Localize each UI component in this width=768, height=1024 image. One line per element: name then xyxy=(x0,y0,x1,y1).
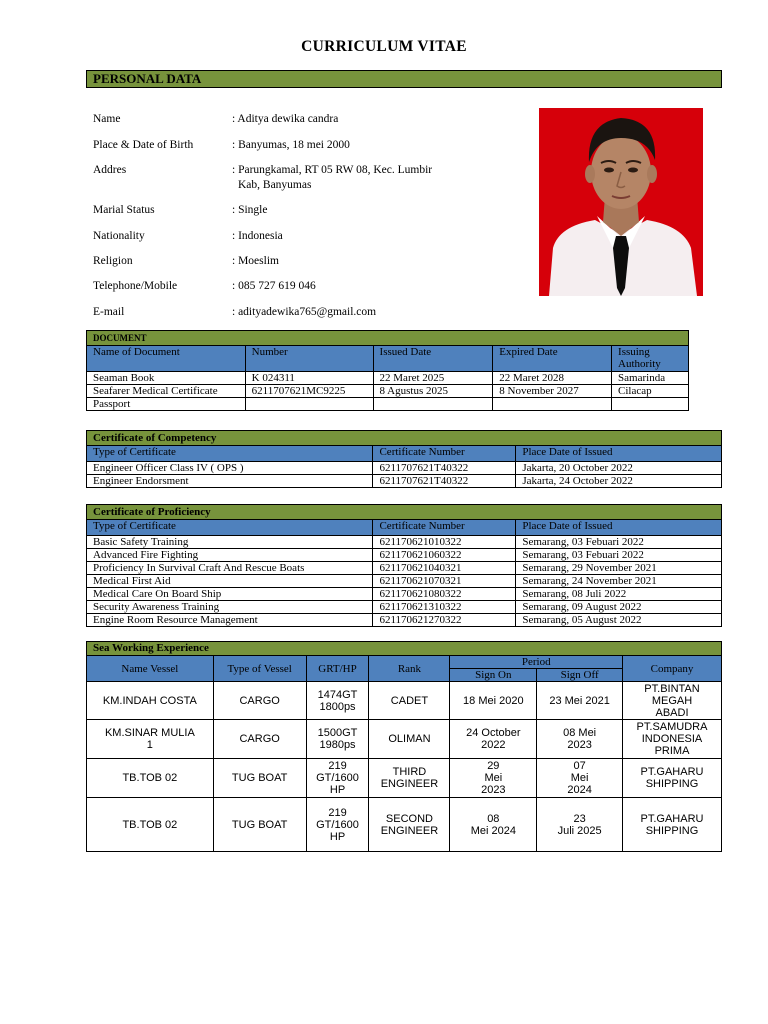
table-cell: TUG BOAT xyxy=(213,798,306,852)
table-cell: 621170621080322 xyxy=(373,588,516,601)
table-cell: Semarang, 09 August 2022 xyxy=(516,601,722,614)
table-cell: 07 Mei 2024 xyxy=(537,759,623,798)
table-row xyxy=(87,601,722,614)
nationality-label: Nationality xyxy=(93,230,145,242)
table-cell: 6211707621T40322 xyxy=(373,475,516,488)
profile-photo xyxy=(539,108,703,296)
table-cell: TB.TOB 02 xyxy=(87,759,214,798)
table-row xyxy=(87,614,722,627)
table-cell: 219 GT/1600 HP xyxy=(306,798,369,852)
religion-value: : Moeslim xyxy=(232,255,279,267)
table-cell: KM.SINAR MULIA 1 xyxy=(87,720,214,759)
table-cell: THIRD ENGINEER xyxy=(369,759,450,798)
table-header: Issued Date xyxy=(373,346,493,372)
table-cell: Jakarta, 24 October 2022 xyxy=(516,475,722,488)
table-header: Place Date of Issued xyxy=(516,446,722,462)
table-cell: 22 Maret 2025 xyxy=(373,372,493,385)
table-header: Type of Certificate xyxy=(87,520,373,536)
table-row xyxy=(87,475,722,488)
table-cell xyxy=(493,398,612,411)
table-cell: Engineer Officer Class IV ( OPS ) xyxy=(87,462,373,475)
table-cell: 621170621070321 xyxy=(373,575,516,588)
table-cell: 08 Mei 2023 xyxy=(537,720,623,759)
table-header: Issuing Authority xyxy=(612,346,689,372)
address-value: : Parungkamal, RT 05 RW 08, Kec. Lumbir xyxy=(232,164,433,176)
table-cell: KM.INDAH COSTA xyxy=(87,682,214,720)
table-cell xyxy=(373,398,493,411)
table-cell: CARGO xyxy=(213,682,306,720)
table-row xyxy=(87,385,689,398)
table-row xyxy=(87,575,722,588)
table-row xyxy=(87,562,722,575)
table-header: Number xyxy=(245,346,373,372)
competency-section-header: Certificate of Competency xyxy=(87,431,722,446)
table-cell: 29 Mei 2023 xyxy=(450,759,537,798)
table-cell: PT.SAMUDRA INDONESIA PRIMA xyxy=(623,720,722,759)
table-row xyxy=(87,398,689,411)
table-cell: Passport xyxy=(87,398,246,411)
telephone-value: : 085 727 619 046 xyxy=(232,280,316,292)
table-header: Rank xyxy=(369,656,450,682)
table-cell: Seaman Book xyxy=(87,372,246,385)
table-cell: Semarang, 29 November 2021 xyxy=(516,562,722,575)
table-cell: 1500GT 1980ps xyxy=(306,720,369,759)
table-header: Certificate Number xyxy=(373,446,516,462)
table-cell: Semarang, 24 November 2021 xyxy=(516,575,722,588)
telephone-label: Telephone/Mobile xyxy=(93,280,178,292)
table-cell: Security Awareness Training xyxy=(87,601,373,614)
table-cell: 6211707621T40322 xyxy=(373,462,516,475)
table-cell: Basic Safety Training xyxy=(87,536,373,549)
table-cell: Medical First Aid xyxy=(87,575,373,588)
table-cell: Medical Care On Board Ship xyxy=(87,588,373,601)
table-cell: OLIMAN xyxy=(369,720,450,759)
table-cell: Cilacap xyxy=(612,385,689,398)
name-label: Name xyxy=(93,113,121,125)
table-cell: Proficiency In Survival Craft And Rescue Boats xyxy=(87,562,373,575)
table-cell: SECOND ENGINEER xyxy=(369,798,450,852)
table-cell: 6211707621MC9225 xyxy=(245,385,373,398)
table-row xyxy=(87,536,722,549)
table-cell: CARGO xyxy=(213,720,306,759)
table-cell: 8 Agustus 2025 xyxy=(373,385,493,398)
table-cell: Engine Room Resource Management xyxy=(87,614,373,627)
table-row xyxy=(87,549,722,562)
table-header: Certificate Number xyxy=(373,520,516,536)
table-row xyxy=(87,462,722,475)
name-value: : Aditya dewika candra xyxy=(232,113,339,125)
table-header: Period xyxy=(450,656,623,669)
table-row xyxy=(87,588,722,601)
table-cell: 219 GT/1600 HP xyxy=(306,759,369,798)
table-row xyxy=(87,759,722,798)
marital-status-value: : Single xyxy=(232,204,268,216)
table-cell: 621170621060322 xyxy=(373,549,516,562)
table-cell: Semarang, 08 Juli 2022 xyxy=(516,588,722,601)
table-cell: 1474GT 1800ps xyxy=(306,682,369,720)
table-cell: PT.BINTAN MEGAH ABADI xyxy=(623,682,722,720)
religion-label: Religion xyxy=(93,255,133,267)
table-row xyxy=(87,798,722,852)
proficiency-table xyxy=(86,504,722,627)
competency-table xyxy=(86,430,722,488)
table-cell: Engineer Endorsment xyxy=(87,475,373,488)
table-cell: 24 October 2022 xyxy=(450,720,537,759)
table-header: Sign Off xyxy=(537,669,623,682)
nationality-value: : Indonesia xyxy=(232,230,283,242)
table-cell xyxy=(245,398,373,411)
table-cell xyxy=(612,398,689,411)
table-row xyxy=(87,720,722,759)
table-cell: Advanced Fire Fighting xyxy=(87,549,373,562)
table-cell: TUG BOAT xyxy=(213,759,306,798)
table-cell: 22 Maret 2028 xyxy=(493,372,612,385)
sea-experience-table xyxy=(86,641,722,852)
table-header: Name Vessel xyxy=(87,656,214,682)
table-cell: 23 Juli 2025 xyxy=(537,798,623,852)
birth-label: Place & Date of Birth xyxy=(93,139,194,151)
email-value: : adityadewika765@gmail.com xyxy=(232,306,377,318)
table-cell: CADET xyxy=(369,682,450,720)
table-header: Name of Document xyxy=(87,346,246,372)
table-cell: 621170621270322 xyxy=(373,614,516,627)
table-cell: 621170621040321 xyxy=(373,562,516,575)
document-section-header: DOCUMENT xyxy=(87,331,689,346)
table-header: Company xyxy=(623,656,722,682)
table-cell: 8 November 2027 xyxy=(493,385,612,398)
table-header: Place Date of Issued xyxy=(516,520,722,536)
table-cell: 18 Mei 2020 xyxy=(450,682,537,720)
table-header: Expired Date xyxy=(493,346,612,372)
table-cell: 23 Mei 2021 xyxy=(537,682,623,720)
table-cell: 621170621010322 xyxy=(373,536,516,549)
table-cell: 621170621310322 xyxy=(373,601,516,614)
table-row xyxy=(87,682,722,720)
marital-status-label: Marial Status xyxy=(93,204,155,216)
address-label: Addres xyxy=(93,164,127,176)
table-cell: TB.TOB 02 xyxy=(87,798,214,852)
email-label: E-mail xyxy=(93,306,125,318)
table-cell: K 024311 xyxy=(245,372,373,385)
document-table xyxy=(86,330,689,411)
personal-data-header: PERSONAL DATA xyxy=(86,70,722,88)
table-cell: Semarang, 03 Febuari 2022 xyxy=(516,549,722,562)
table-header: Sign On xyxy=(450,669,537,682)
table-cell: Seafarer Medical Certificate xyxy=(87,385,246,398)
sea-section-header: Sea Working Experience xyxy=(87,642,722,656)
table-header: GRT/HP xyxy=(306,656,369,682)
page-title: CURRICULUM VITAE xyxy=(301,38,467,55)
table-header: Type of Certificate xyxy=(87,446,373,462)
table-cell: PT.GAHARU SHIPPING xyxy=(623,759,722,798)
table-row xyxy=(87,372,689,385)
address-value-line2: Kab, Banyumas xyxy=(238,179,312,191)
table-cell: Semarang, 03 Febuari 2022 xyxy=(516,536,722,549)
table-cell: PT.GAHARU SHIPPING xyxy=(623,798,722,852)
table-cell: 08 Mei 2024 xyxy=(450,798,537,852)
table-cell: Semarang, 05 August 2022 xyxy=(516,614,722,627)
birth-value: : Banyumas, 18 mei 2000 xyxy=(232,139,350,151)
proficiency-section-header: Certificate of Proficiency xyxy=(87,505,722,520)
table-cell: Samarinda xyxy=(612,372,689,385)
table-header: Type of Vessel xyxy=(213,656,306,682)
table-cell: Jakarta, 20 October 2022 xyxy=(516,462,722,475)
